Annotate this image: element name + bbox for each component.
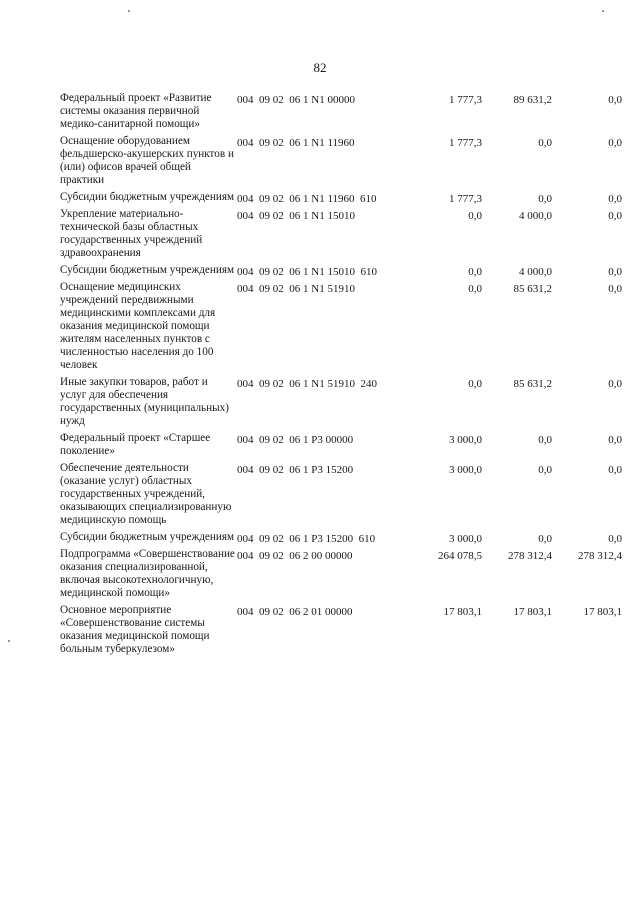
- row-value-3: 0,0: [608, 533, 622, 545]
- table-row: [60, 462, 630, 527]
- row-value-3: 278 312,4: [578, 550, 622, 562]
- row-value-1: 1 777,3: [449, 193, 482, 205]
- row-value-3: 0,0: [608, 464, 622, 476]
- row-value-1: 3 000,0: [449, 464, 482, 476]
- row-value-2: 4 000,0: [519, 266, 552, 278]
- row-value-2: 4 000,0: [519, 210, 552, 222]
- row-value-1: 17 803,1: [443, 606, 482, 618]
- table-row: [60, 92, 630, 131]
- row-value-2: 17 803,1: [513, 606, 552, 618]
- row-value-1: 0,0: [468, 283, 482, 295]
- row-name: Подпрограмма «Совершенствование оказания специализированной, включая высокотехнологичную, медицинской помощи»: [60, 548, 235, 599]
- table-row: [60, 191, 630, 204]
- row-name: Субсидии бюджетным учреждениям: [60, 264, 235, 276]
- scan-mark: [602, 10, 604, 12]
- row-value-3: 0,0: [608, 210, 622, 222]
- budget-table: [60, 92, 630, 660]
- table-row: [60, 432, 630, 458]
- row-value-2: 0,0: [538, 434, 552, 446]
- row-code: 004 09 02 06 2 01 00000: [237, 606, 353, 618]
- table-row: [60, 135, 630, 187]
- row-name: Основное мероприятие «Совершенствование системы оказания медицинской помощи больным туберкулезом»: [60, 604, 210, 655]
- row-name: Укрепление материально-технической базы областных государственных учреждений здравоохранения: [60, 208, 203, 259]
- row-name: Субсидии бюджетным учреждениям: [60, 531, 235, 543]
- row-code: 004 09 02 06 1 P3 00000: [237, 434, 354, 446]
- row-name: Федеральный проект «Старшее поколение»: [60, 432, 211, 457]
- row-code: 004 09 02 06 1 N1 51910 240: [237, 378, 377, 390]
- row-value-3: 0,0: [608, 378, 622, 390]
- row-value-1: 0,0: [468, 210, 482, 222]
- row-value-2: 0,0: [538, 137, 552, 149]
- row-value-3: 0,0: [608, 434, 622, 446]
- row-value-1: 3 000,0: [449, 434, 482, 446]
- table-row: [60, 604, 630, 656]
- row-name: Субсидии бюджетным учреждениям: [60, 191, 235, 203]
- row-value-1: 1 777,3: [449, 94, 482, 106]
- table-row: [60, 208, 630, 260]
- row-value-1: 1 777,3: [449, 137, 482, 149]
- row-value-2: 0,0: [538, 464, 552, 476]
- row-code: 004 09 02 06 1 N1 15010: [237, 210, 355, 222]
- row-value-2: 0,0: [538, 193, 552, 205]
- row-value-1: 0,0: [468, 378, 482, 390]
- row-value-2: 0,0: [538, 533, 552, 545]
- row-code: 004 09 02 06 1 P3 15200 610: [237, 533, 376, 545]
- scan-mark: [8, 640, 10, 642]
- row-value-3: 0,0: [608, 193, 622, 205]
- row-code: 004 09 02 06 1 N1 15010 610: [237, 266, 377, 278]
- row-value-3: 0,0: [608, 94, 622, 106]
- row-code: 004 09 02 06 1 N1 11960: [237, 137, 355, 149]
- row-name: Федеральный проект «Развитие системы оказания первичной медико-санитарной помощи»: [60, 92, 212, 130]
- row-code: 004 09 02 06 1 N1 11960 610: [237, 193, 377, 205]
- row-code: 004 09 02 06 1 N1 00000: [237, 94, 355, 106]
- table-row: [60, 531, 630, 544]
- row-name: Оснащение оборудованием фельдшерско-акушерских пунктов и (или) офисов врачей общей практики: [60, 135, 234, 186]
- table-row: [60, 548, 630, 600]
- row-value-2: 278 312,4: [508, 550, 552, 562]
- row-value-3: 0,0: [608, 137, 622, 149]
- table-row: [60, 376, 630, 428]
- table-row: [60, 264, 630, 277]
- row-value-1: 3 000,0: [449, 533, 482, 545]
- row-value-2: 85 631,2: [513, 378, 552, 390]
- row-code: 004 09 02 06 1 P3 15200: [237, 464, 354, 476]
- page-number: 82: [313, 60, 327, 75]
- row-name: Обеспечение деятельности (оказание услуг) областных государственных учреждений, оказывающих специализированную медицинскую помощь: [60, 462, 232, 526]
- row-name: Оснащение медицинских учреждений передвижными медицинскими комплексами для оказания медицинской помощи жителям населенных пунктов с численностью населения до 100 человек: [60, 281, 216, 371]
- row-value-3: 17 803,1: [583, 606, 622, 618]
- row-name: Иные закупки товаров, работ и услуг для обеспечения государственных (муниципальных) нужд: [60, 376, 229, 427]
- row-value-3: 0,0: [608, 266, 622, 278]
- row-value-3: 0,0: [608, 283, 622, 295]
- row-value-2: 85 631,2: [513, 283, 552, 295]
- row-code: 004 09 02 06 1 N1 51910: [237, 283, 355, 295]
- table-row: [60, 281, 630, 372]
- scan-mark: [128, 10, 130, 12]
- row-value-1: 0,0: [468, 266, 482, 278]
- row-code: 004 09 02 06 2 00 00000: [237, 550, 353, 562]
- row-value-2: 89 631,2: [513, 94, 552, 106]
- row-value-1: 264 078,5: [438, 550, 482, 562]
